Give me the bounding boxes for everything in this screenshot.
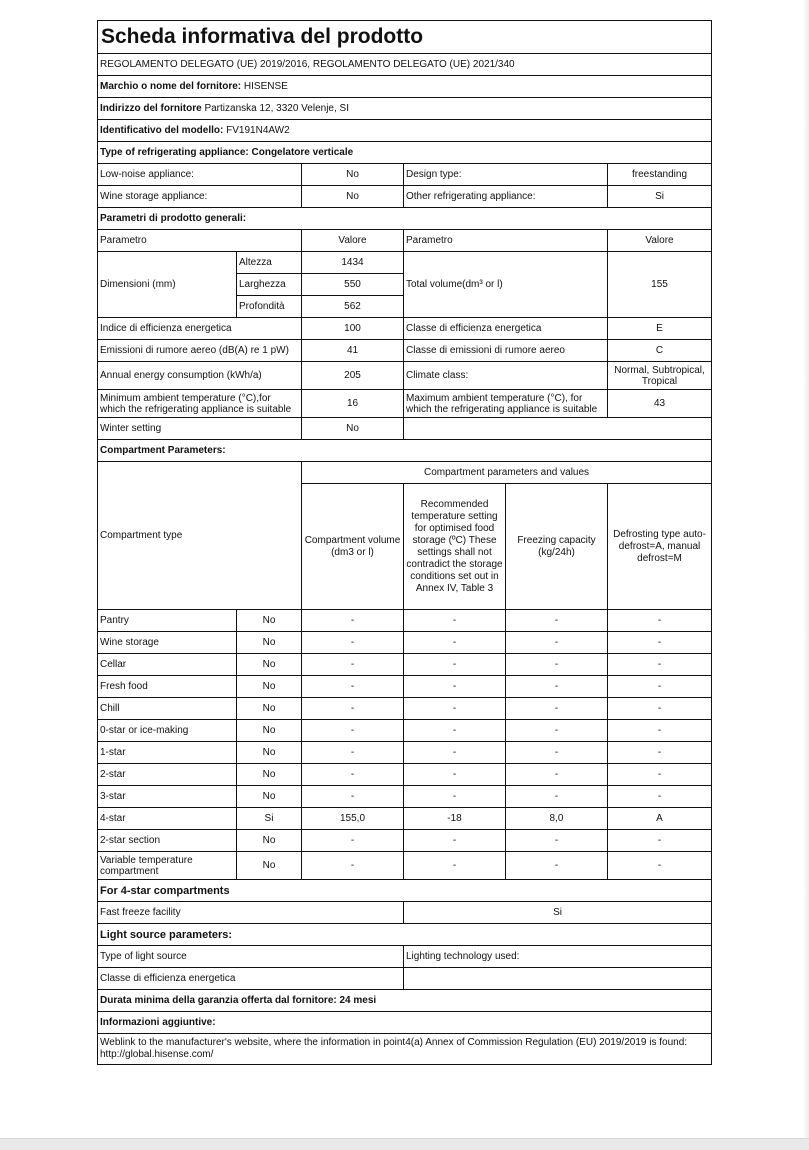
compartment-present: No: [237, 698, 302, 720]
table-row: [98, 610, 712, 632]
compartment-temp: -: [404, 654, 506, 676]
compartment-defrost: -: [608, 786, 712, 808]
compartment-name: 3-star: [98, 786, 237, 808]
table-row: [98, 676, 712, 698]
compartment-temp: -: [404, 852, 506, 880]
warranty-value: 24 mesi: [339, 994, 377, 1006]
low-noise-label: Low-noise appliance:: [98, 164, 302, 186]
dimensions-label: Dimensioni (mm): [98, 252, 237, 318]
compartment-volume: -: [302, 720, 404, 742]
compartment-type-header: Compartment type: [98, 462, 302, 610]
compartment-volume: -: [302, 610, 404, 632]
value-header-2: Valore: [608, 230, 712, 252]
total-volume-label: Total volume(dm³ or l): [404, 252, 608, 318]
compartment-volume: -: [302, 654, 404, 676]
supplier-value: HISENSE: [243, 80, 288, 92]
light-source-heading: Light source parameters:: [98, 924, 712, 946]
winter-setting-blank: [404, 418, 712, 440]
light-energy-class-value: [404, 968, 712, 990]
temperature-header: Recommended temperature setting for optimised food storage (ºC) These settings shall not contradict the storage conditions set out in Annex IV, Table 3: [404, 484, 506, 610]
compartment-present: No: [237, 654, 302, 676]
compartment-present: No: [237, 742, 302, 764]
supplier-row: [98, 76, 712, 98]
compartment-name: 1-star: [98, 742, 237, 764]
defrost-type-header: Defrosting type auto-defrost=A, manual defrost=M: [608, 484, 712, 610]
compartment-defrost: A: [608, 808, 712, 830]
width-value: 550: [302, 274, 404, 296]
compartment-defrost: -: [608, 632, 712, 654]
energy-class-label: Classe di efficienza energetica: [404, 318, 608, 340]
compartment-name: Cellar: [98, 654, 237, 676]
compartment-defrost: -: [608, 698, 712, 720]
compartment-name: Chill: [98, 698, 237, 720]
light-energy-class-label: Classe di efficienza energetica: [98, 968, 404, 990]
compartment-freezing: -: [506, 830, 608, 852]
max-temp-label: Maximum ambient temperature (°C), for which the refrigerating appliance is suitable: [404, 390, 608, 418]
compartment-volume: -: [302, 852, 404, 880]
compartment-volume: -: [302, 764, 404, 786]
compartment-present: No: [237, 720, 302, 742]
page-title: Scheda informativa del prodotto: [98, 21, 712, 54]
compartment-defrost: -: [608, 654, 712, 676]
compartment-freezing: -: [506, 720, 608, 742]
annual-energy-label: Annual energy consumption (kWh/a): [98, 362, 302, 390]
min-temp-value: 16: [302, 390, 404, 418]
height-value: 1434: [302, 252, 404, 274]
annual-energy-value: 205: [302, 362, 404, 390]
regulation-reference: REGOLAMENTO DELEGATO (UE) 2019/2016, REGOLAMENTO DELEGATO (UE) 2021/340: [98, 54, 712, 76]
table-row: [98, 742, 712, 764]
other-refrigerating-value: Si: [608, 186, 712, 208]
design-type-label: Design type:: [404, 164, 608, 186]
compartment-volume: 155,0: [302, 808, 404, 830]
general-params-heading: Parametri di prodotto generali:: [98, 208, 712, 230]
total-volume-value: 155: [608, 252, 712, 318]
compartment-temp: -: [404, 764, 506, 786]
climate-class-label: Climate class:: [404, 362, 608, 390]
table-row: [98, 632, 712, 654]
compartment-temp: -: [404, 720, 506, 742]
compartment-volume: -: [302, 632, 404, 654]
warranty-row: [98, 990, 712, 1012]
compartment-freezing: -: [506, 764, 608, 786]
address-label: Indirizzo del fornitore: [100, 102, 202, 114]
compartment-volume: -: [302, 698, 404, 720]
compartment-present: No: [237, 610, 302, 632]
compartment-freezing: -: [506, 698, 608, 720]
compartment-defrost: -: [608, 764, 712, 786]
param-header-1: Parametro: [98, 230, 302, 252]
compartment-volume: -: [302, 786, 404, 808]
compartment-name: 2-star section: [98, 830, 237, 852]
climate-class-value: Normal, Subtropical, Tropical: [608, 362, 712, 390]
compartment-temp: -: [404, 610, 506, 632]
compartment-present: Si: [237, 808, 302, 830]
compartment-volume: -: [302, 676, 404, 698]
table-row: [98, 654, 712, 676]
compartment-temp: -: [404, 698, 506, 720]
compartment-defrost: -: [608, 676, 712, 698]
compartment-defrost: -: [608, 852, 712, 880]
table-row: [98, 786, 712, 808]
noise-class-label: Classe di emissioni di rumore aereo: [404, 340, 608, 362]
fast-freeze-value: Si: [404, 902, 712, 924]
supplier-label: Marchio o nome del fornitore:: [100, 80, 242, 92]
page-shadow-bottom: [0, 1138, 809, 1150]
table-row: [98, 720, 712, 742]
compartment-name: Fresh food: [98, 676, 237, 698]
compartment-present: No: [237, 764, 302, 786]
volume-header: Compartment volume (dm3 or l): [302, 484, 404, 610]
width-label: Larghezza: [237, 274, 302, 296]
min-temp-label: Minimum ambient temperature (°C),for which the refrigerating appliance is suitable: [98, 390, 302, 418]
model-value: FV191N4AW2: [226, 124, 290, 136]
compartment-values-header: Compartment parameters and values: [302, 462, 712, 484]
model-row: [98, 120, 712, 142]
additional-info-heading: Informazioni aggiuntive:: [98, 1012, 712, 1034]
compartment-name: 4-star: [98, 808, 237, 830]
page-shadow-right: [803, 0, 809, 1138]
table-row: [98, 698, 712, 720]
address-value: Partizanska 12, 3320 Velenje, SI: [204, 102, 349, 114]
compartment-temp: -18: [404, 808, 506, 830]
table-row: [98, 808, 712, 830]
value-header-1: Valore: [302, 230, 404, 252]
four-star-heading: For 4-star compartments: [98, 880, 712, 902]
compartment-name: 2-star: [98, 764, 237, 786]
fast-freeze-label: Fast freeze facility: [98, 902, 404, 924]
lighting-technology-label: Lighting technology used:: [404, 946, 712, 968]
compartment-defrost: -: [608, 720, 712, 742]
noise-class-value: C: [608, 340, 712, 362]
compartment-name: 0-star or ice-making: [98, 720, 237, 742]
model-label: Identificativo del modello:: [100, 124, 224, 136]
compartment-present: No: [237, 632, 302, 654]
compartment-params-heading: Compartment Parameters:: [98, 440, 712, 462]
compartment-temp: -: [404, 742, 506, 764]
product-information-sheet: [97, 20, 711, 1065]
height-label: Altezza: [237, 252, 302, 274]
depth-value: 562: [302, 296, 404, 318]
compartment-freezing: -: [506, 852, 608, 880]
noise-emission-value: 41: [302, 340, 404, 362]
param-header-2: Parametro: [404, 230, 608, 252]
wine-storage-appliance-label: Wine storage appliance:: [98, 186, 302, 208]
max-temp-value: 43: [608, 390, 712, 418]
warranty-label: Durata minima della garanzia offerta dal fornitore:: [100, 994, 337, 1006]
low-noise-value: No: [302, 164, 404, 186]
compartment-freezing: -: [506, 742, 608, 764]
appliance-type: Type of refrigerating appliance: Congelatore verticale: [98, 142, 712, 164]
compartment-name: Wine storage: [98, 632, 237, 654]
compartment-defrost: -: [608, 610, 712, 632]
compartment-freezing: -: [506, 676, 608, 698]
compartment-freezing: -: [506, 610, 608, 632]
compartment-name: Pantry: [98, 610, 237, 632]
energy-class-value: E: [608, 318, 712, 340]
light-source-type-label: Type of light source: [98, 946, 404, 968]
compartment-temp: -: [404, 676, 506, 698]
other-refrigerating-label: Other refrigerating appliance:: [404, 186, 608, 208]
winter-setting-label: Winter setting: [98, 418, 302, 440]
compartment-freezing: -: [506, 632, 608, 654]
compartment-temp: -: [404, 632, 506, 654]
compartment-present: No: [237, 852, 302, 880]
compartment-freezing: 8,0: [506, 808, 608, 830]
compartment-volume: -: [302, 830, 404, 852]
product-sheet-table: [97, 20, 712, 1065]
depth-label: Profondità: [237, 296, 302, 318]
table-row: [98, 830, 712, 852]
compartment-defrost: -: [608, 742, 712, 764]
compartment-temp: -: [404, 830, 506, 852]
eei-label: Indice di efficienza energetica: [98, 318, 302, 340]
compartment-name: Variable temperature compartment: [98, 852, 237, 880]
compartment-temp: -: [404, 786, 506, 808]
noise-emission-label: Emissioni di rumore aereo (dB(A) re 1 pW): [98, 340, 302, 362]
compartment-present: No: [237, 676, 302, 698]
eei-value: 100: [302, 318, 404, 340]
compartment-present: No: [237, 786, 302, 808]
table-row: [98, 852, 712, 880]
winter-setting-value: No: [302, 418, 404, 440]
design-type-value: freestanding: [608, 164, 712, 186]
compartment-freezing: -: [506, 654, 608, 676]
address-row: [98, 98, 712, 120]
compartment-freezing: -: [506, 786, 608, 808]
freezing-capacity-header: Freezing capacity (kg/24h): [506, 484, 608, 610]
compartment-present: No: [237, 830, 302, 852]
wine-storage-appliance-value: No: [302, 186, 404, 208]
compartment-volume: -: [302, 742, 404, 764]
table-row: [98, 764, 712, 786]
compartment-defrost: -: [608, 830, 712, 852]
manufacturer-weblink: Weblink to the manufacturer's website, where the information in point4(a) Annex of Commission Regulation (EU) 2019/2019 is found: http://global.hisense.com/: [98, 1034, 712, 1065]
